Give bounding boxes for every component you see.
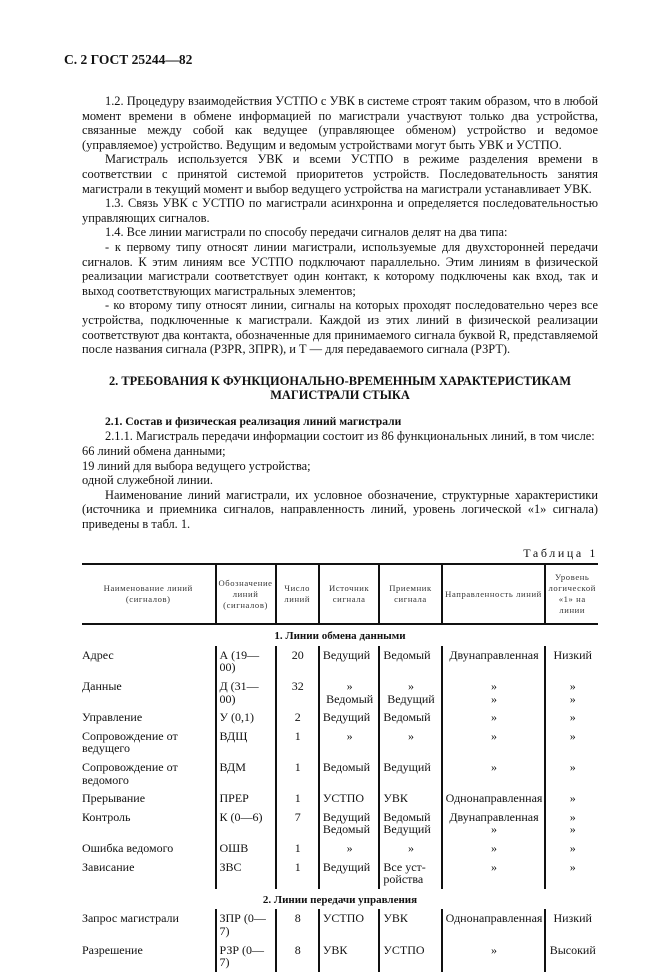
table-cell: » (442, 758, 546, 789)
table-cell: ОШВ (216, 839, 276, 858)
table-cell: УСТПО (319, 909, 380, 940)
table-cell: Данные (82, 679, 122, 693)
table-cell: ВДЩ (216, 727, 276, 758)
table-cell: » » (545, 808, 598, 839)
list-item: одной служебной линии. (82, 473, 213, 488)
table-cell: » (442, 941, 546, 972)
table-cell: Ведомый (379, 646, 441, 677)
table-cell: 32 (276, 677, 319, 708)
table-cell: 8 (276, 941, 319, 972)
table-row (82, 839, 598, 858)
table-cell: » (319, 839, 380, 858)
table-cell: УВК (379, 789, 441, 808)
table-cell: ЗПР (0—7) (216, 909, 276, 940)
table-cell: Д (31—00) (216, 677, 276, 708)
paragraph: Магистраль используется УВК и всеми УСТПО в режиме разделения времени в соответствии с принятой системой приоритетов устройств. Последовательность занятия магистрали в текущий момент и выбор ведущего устройства на магистрали устанавливает УВК. (82, 152, 598, 196)
paragraph: - к первому типу относят линии магистрали, используемые для двухсторонней передачи сигналов. К этим линиям все УСТПО подключают параллельно. Этим линиям в физической реализации магистрали соответствует один контакт, к которому подключены как вход, так и выход соответствующих магистральных элементов; (82, 239, 598, 298)
table-cell: Однонаправленная (442, 909, 546, 940)
table-cell: Ведомый (319, 758, 380, 789)
table-cell: » (379, 839, 441, 858)
table-cell: Сопровождение от ведущего (82, 728, 178, 756)
table-cell: Ведущий (319, 708, 380, 727)
table-cell: Низкий (545, 909, 598, 940)
table-cell: » (545, 858, 598, 889)
paragraph: 1.2. Процедуру взаимодействия УСТПО с УВК в системе строят таким образом, что в любой момент времени в обмене информацией по магистрали участвуют только два устройства, связанные между собой как ведущее (управляющее обменом) устройство и ведомое (управляемое) устройство. Ведущим и ведомым устройствами могут быть УВК и УСТПО. (82, 94, 598, 152)
table-cell: Ошибка ведомого (82, 840, 174, 855)
table-cell: Ведомый Ведущий (379, 808, 441, 839)
table-cell: Ведомый (379, 708, 441, 727)
column-header: Обозначение линий (сигналов) (216, 564, 276, 624)
table-cell: » (545, 789, 598, 808)
table-cell: Сопровождение от ведомого (82, 759, 178, 787)
table-cell: » (319, 727, 380, 758)
table-cell: УСТПО (379, 941, 441, 972)
table-row (82, 677, 598, 708)
table-row (82, 646, 598, 677)
paragraph-2-1-1: 2.1.1. Магистраль передачи информации состоит из 86 функциональных линий, в том числе: (105, 429, 595, 444)
table-cell: УВК (379, 909, 441, 940)
table-cell: К (0—6) (216, 808, 276, 839)
page-header: С. 2 ГОСТ 25244—82 (64, 52, 193, 67)
table-caption: Таблица 1 (523, 545, 598, 560)
paragraph: 1.4. Все линии магистрали по способу передачи сигналов делят на два типа: (105, 225, 508, 240)
table-cell: Запрос магистрали (82, 911, 179, 926)
table-cell: РЗР (0—7) (216, 941, 276, 972)
table-cell: » (545, 758, 598, 789)
list-item: 19 линий для выбора ведущего устройства; (82, 458, 311, 473)
table-cell: Высокий (545, 941, 598, 972)
table-row (82, 789, 598, 808)
table-row (82, 758, 598, 789)
lines-table (82, 563, 598, 971)
table-cell: Ведущий (319, 646, 380, 677)
table-cell: » (442, 727, 546, 758)
table-cell: Контроль (82, 809, 131, 824)
table-cell: УВК (319, 941, 380, 972)
table-cell: Все уст- ройства (379, 858, 441, 889)
table-cell: 1 (276, 727, 319, 758)
column-header: Приемник сигнала (379, 564, 441, 624)
column-header: Число линий (276, 564, 319, 624)
column-header: Уровень логической «1» на линии (545, 564, 598, 624)
table-cell: ЗВС (216, 858, 276, 889)
table-cell: ВДМ (216, 758, 276, 789)
table-cell: Разрешение (82, 942, 143, 957)
table-cell: 1 (276, 839, 319, 858)
table-cell: » (442, 839, 546, 858)
table-cell: » (545, 708, 598, 727)
table-cell: ПРЕР (216, 789, 276, 808)
table-row (82, 727, 598, 758)
table-cell: » (545, 727, 598, 758)
table-cell: УСТПО (319, 789, 380, 808)
table-cell: 8 (276, 909, 319, 940)
table-cell: 1 (276, 789, 319, 808)
table-cell: » (379, 727, 441, 758)
table-cell: Адрес (82, 647, 114, 662)
paragraph: 1.3. Связь УВК с УСТПО по магистрали асинхронна и определяется последовательностью управляющих сигналов. (82, 196, 598, 225)
table-cell: Двунаправленная » (442, 808, 546, 839)
table-cell: » » (442, 677, 546, 708)
table-cell: 7 (276, 808, 319, 839)
table-cell: » (442, 858, 546, 889)
table-cell: 2 (276, 708, 319, 727)
list-item: 66 линий обмена данными; (82, 444, 226, 459)
table-cell: » (545, 839, 598, 858)
column-header: Направленность линий (442, 564, 546, 624)
intro-paragraphs (82, 94, 598, 357)
table-cell: Ведущий (319, 858, 380, 889)
section-title: 1. Линии обмена данными (274, 630, 406, 643)
table-cell: Двунаправленная (442, 646, 546, 677)
table-section-header (82, 624, 598, 646)
table-cell: А (19—00) (216, 646, 276, 677)
table-cell: 1 (276, 758, 319, 789)
table-cell: Ведущий (379, 758, 441, 789)
table-cell: Однонаправленная (442, 789, 546, 808)
table-cell: » Ведомый (319, 677, 380, 708)
table-section-header (82, 889, 598, 910)
table-intro-paragraph: Наименование линий магистрали, их условное обозначение, структурные характеристики (источника и приемника сигналов, направленность линий, уровень логической «1» сигнала) приведены в табл. 1. (82, 487, 598, 532)
column-header: Источник сигнала (319, 564, 380, 624)
section-title: 2. Линии передачи управления (262, 893, 418, 906)
table-row (82, 858, 598, 889)
table-cell: » (442, 708, 546, 727)
table-header-row (82, 564, 598, 624)
document-body (82, 94, 598, 972)
table-cell: Низкий (545, 646, 598, 677)
table-cell: » » (545, 677, 598, 708)
table-cell: Прерывание (82, 791, 146, 806)
table-row (82, 808, 598, 839)
table-row (82, 941, 598, 972)
table-cell: Управление (82, 710, 143, 725)
table-row (82, 708, 598, 727)
paragraph: - ко второму типу относят линии, сигналы на которых проходят последовательно через все устройства, подключенные к магистрали. Каждой из этих линий в физической реализации соответствуют два контакта, обозначенные для принимаемого сигнала буквой R, представляемой после названия сигнала (РЗPR, ЗПPR), и Т — для передаваемого сигнала (РЗРТ). (82, 298, 598, 357)
subsection-title: 2.1. Состав и физическая реализация линий магистрали (105, 414, 402, 428)
section-title: 2. ТРЕБОВАНИЯ К ФУНКЦИОНАЛЬНО-ВРЕМЕННЫМ ХАРАКТЕРИСТИКАМ МАГИСТРАЛИ СТЫКА (108, 373, 572, 403)
table-cell: Ведущий Ведомый (319, 808, 380, 839)
table-cell: У (0,1) (216, 708, 276, 727)
table-cell: 1 (276, 858, 319, 889)
table-cell: Зависание (82, 859, 135, 874)
column-header: Наименование линий (сигналов) (82, 564, 216, 624)
table-cell: 20 (276, 646, 319, 677)
table-cell: » Ведущий (379, 677, 441, 708)
